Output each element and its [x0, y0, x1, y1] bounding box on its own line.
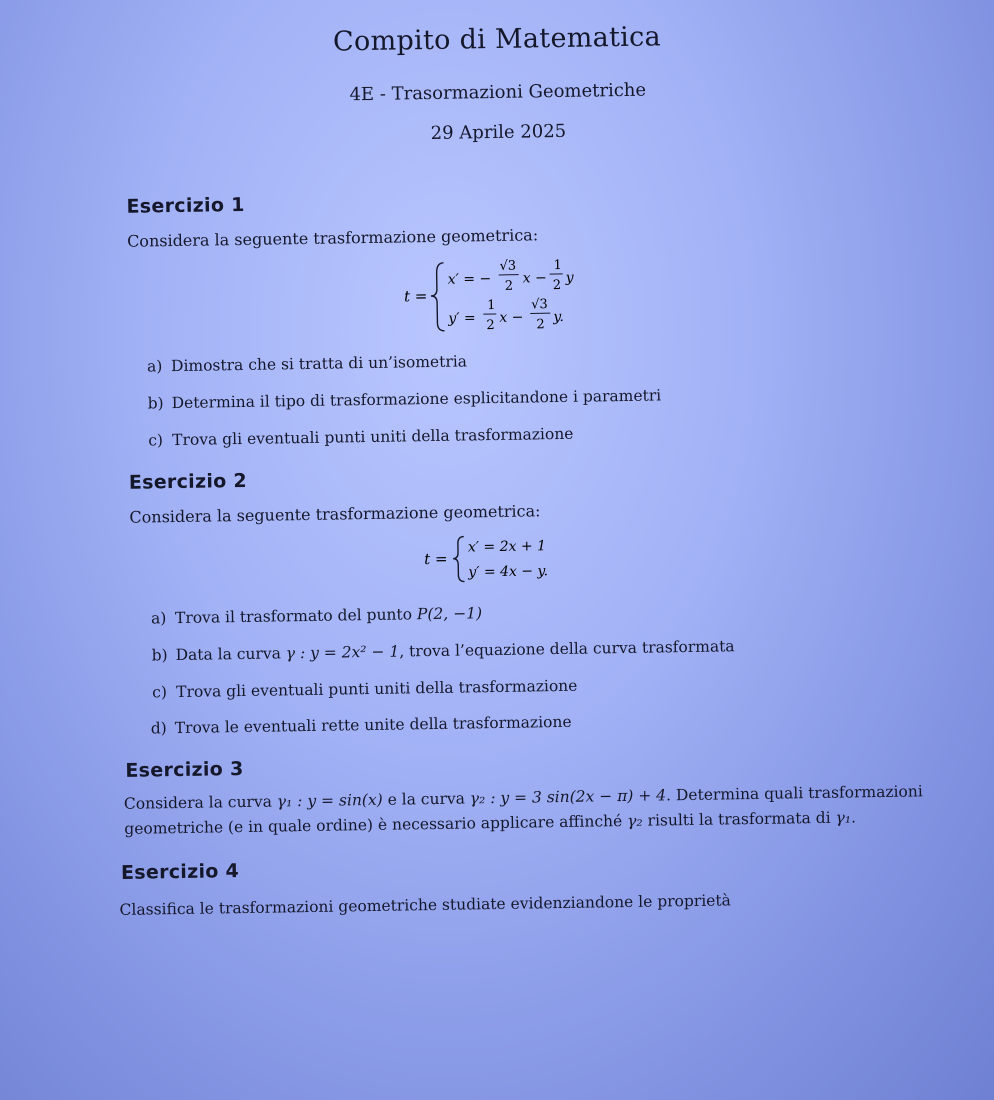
ex1-x-2: x −	[499, 309, 524, 326]
ex1-brace	[430, 263, 444, 331]
exercise-2-system	[424, 528, 595, 591]
exercise-1-system-svg	[403, 248, 604, 341]
ex1-den-1: 2	[504, 278, 514, 294]
exercise-3-line-2: geometriche (e in quale ordine) è necessario applicare affinché γ₂ risulti la trasformata di γ₁.	[124, 808, 857, 838]
exercise-2-title: Esercizio 2	[128, 469, 248, 494]
exercise-1-item-b: b) Determina il tipo di trasformazione esplicitandone i parametri	[147, 386, 662, 413]
page-subtitle: 4E - Trasormazioni Geometriche	[349, 79, 647, 106]
ex1-y-2: y.	[553, 308, 564, 326]
ex1-eq1-start: x′ = −	[447, 271, 492, 288]
ex1-den-4: 2	[536, 317, 545, 333]
ex1-den-2: 2	[552, 277, 562, 294]
exercise-4-text: Classifica le trasformazioni geometriche studiate evidenziandone le proprietà	[119, 891, 731, 919]
exercise-2-intro: Considera la seguente trasformazione geometrica:	[129, 501, 541, 527]
exercise-2-system-svg	[424, 528, 595, 587]
ex1-sqrt3-b: √3	[531, 297, 548, 313]
ex1-y-1: y	[565, 269, 574, 286]
exercise-2-item-b: b) Data la curva γ : y = 2x² − 1, trova l’equazione della curva trasformata	[151, 637, 735, 665]
exercise-1-intro: Considera la seguente trasformazione geometrica:	[126, 225, 539, 251]
exercise-2-item-c: c) Trova gli eventuali punti uniti della trasformazione	[152, 676, 578, 702]
ex1-num-2: 1	[553, 257, 562, 274]
exercise-3-text	[124, 779, 945, 842]
exercise-3-title: Esercizio 3	[125, 758, 244, 782]
exercise-4-title: Esercizio 4	[120, 860, 240, 884]
ex1-lhs: t =	[403, 287, 428, 306]
exercise-1-item-c: c) Trova gli eventuali punti uniti della trasformazione	[148, 424, 574, 450]
exercise-3-line-1: Considera la curva γ₁ : y = sin(x) e la curva γ₂ : y = 3 sin(2x − π) + 4. Determina quali trasformazioni	[123, 782, 923, 813]
ex1-sqrt3-a: √3	[499, 258, 517, 274]
page-title: Compito di Matematica	[332, 21, 662, 58]
exercise-1-title: Esercizio 1	[126, 193, 245, 218]
ex1-den-3: 2	[486, 318, 495, 334]
ex2-brace	[453, 537, 465, 582]
exercise-2-item-a: a) Trova il trasformato del punto P(2, −1)	[150, 604, 483, 628]
exercise-2-item-d: d) Trova le eventuali rette unite della trasformazione	[150, 712, 572, 738]
ex2-eq2: y′ = 4x − y.	[468, 563, 549, 581]
ex2-lhs: t =	[423, 549, 448, 569]
page-date: 29 Aprile 2025	[430, 120, 567, 144]
exercise-1-system	[403, 248, 604, 345]
ex1-eq2-start: y′ =	[448, 310, 476, 327]
ex1-x-1: x −	[522, 270, 547, 287]
ex2-eq1: x′ = 2x + 1	[467, 538, 547, 556]
ex1-num-3: 1	[487, 297, 496, 314]
exercise-1-item-a: a) Dimostra che si tratta di un’isometria	[146, 352, 468, 376]
